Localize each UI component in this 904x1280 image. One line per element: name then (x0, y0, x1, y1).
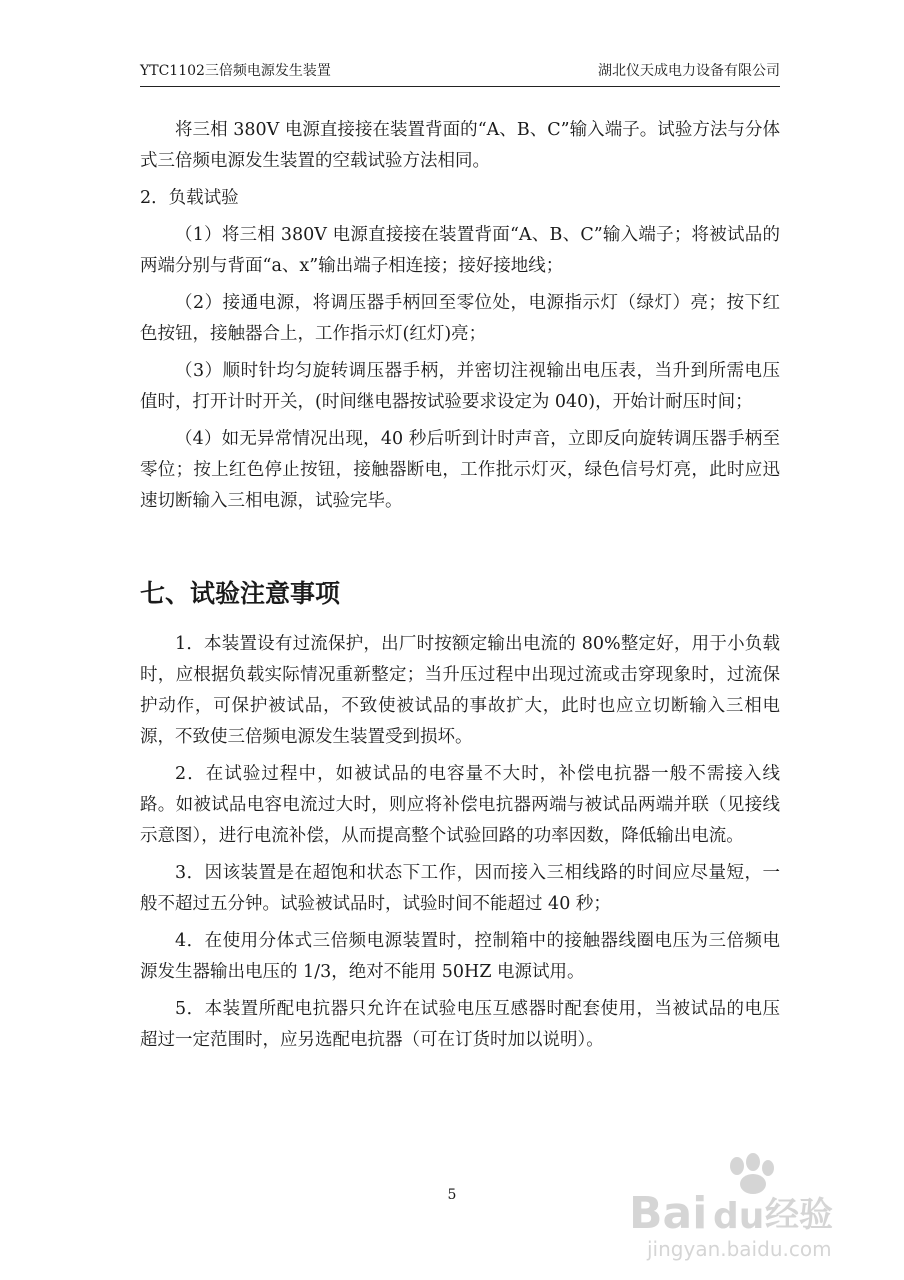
watermark-url: jingyan.baidu.com (647, 1237, 832, 1261)
load-test-step: （3）顺时针均匀旋转调压器手柄，并密切注视输出电压表，当升到所需电压值时，打开计时开关，(时间继电器按试验要求设定为 040)，开始计耐压时间； (140, 361, 780, 412)
load-test-step: （1）将三相 380V 电源直接接在装置背面“A、B、C”输入端子；将被试品的两端分别与背面“a、x”输出端子相连接；接好接地线； (140, 225, 780, 276)
precaution-item: 4．在使用分体式三倍频电源装置时，控制箱中的接触器线圈电压为三倍频电源发生器输出电压的 1/3，绝对不能用 50HZ 电源试用。 (140, 931, 780, 982)
paw-icon (730, 1153, 774, 1194)
load-test-heading: 2．负载试验 (140, 188, 239, 208)
watermark-brand-left: Bai (629, 1188, 708, 1239)
precaution-item: 5．本装置所配电抗器只允许在试验电压互感器时配套使用，当被试品的电压超过一定范围时，应另选配电抗器（可在订货时加以说明）。 (140, 999, 780, 1050)
page-number: 5 (447, 1187, 457, 1203)
watermark-brand-cn: 经验 (765, 1195, 833, 1235)
load-test-step: （2）接通电源，将调压器手柄回至零位处，电源指示灯（绿灯）亮；按下红色按钮，接触器合上，工作指示灯(红灯)亮； (140, 293, 780, 344)
intro-paragraph: 将三相 380V 电源直接接在装置背面的“A、B、C”输入端子。试验方法与分体式三倍频电源发生装置的空载试验方法相同。 (140, 120, 780, 171)
header-right-company: 湖北仪天成电力设备有限公司 (598, 63, 780, 79)
precaution-item: 2．在试验过程中，如被试品的电容量不大时，补偿电抗器一般不需接入线路。如被试品电容电流过大时，则应将补偿电抗器两端与被试品两端并联（见接线示意图），进行电流补偿，从而提高整个试验回路的功率因数，降低输出电流。 (140, 764, 780, 846)
precaution-item: 1．本装置设有过流保护，出厂时按额定输出电流的 80%整定好，用于小负载时，应根据负载实际情况重新整定；当升压过程中出现过流或击穿现象时，过流保护动作，可保护被试品，不致使被试品的事故扩大，此时也应立切断输入三相电源，不致使三倍频电源发生装置受到损坏。 (140, 634, 780, 747)
page-header (140, 62, 780, 87)
precaution-item: 3．因该装置是在超饱和状态下工作，因而接入三相线路的时间应尽量短，一般不超过五分钟。试验被试品时，试验时间不能超过 40 秒； (140, 863, 780, 914)
document-body (140, 115, 780, 1062)
baidu-jingyan-watermark (629, 1150, 844, 1265)
watermark-brand-right: du (713, 1196, 765, 1237)
header-left-title: YTC1102三倍频电源发生装置 (140, 63, 331, 79)
section-title: 七、试验注意事项 (140, 579, 341, 608)
load-test-step: （4）如无异常情况出现，40 秒后听到计时声音，立即反向旋转调压器手柄至零位；按上红色停止按钮，接触器断电，工作批示灯灭，绿色信号灯亮，此时应迅速切断输入三相电源，试验完毕。 (140, 429, 780, 511)
